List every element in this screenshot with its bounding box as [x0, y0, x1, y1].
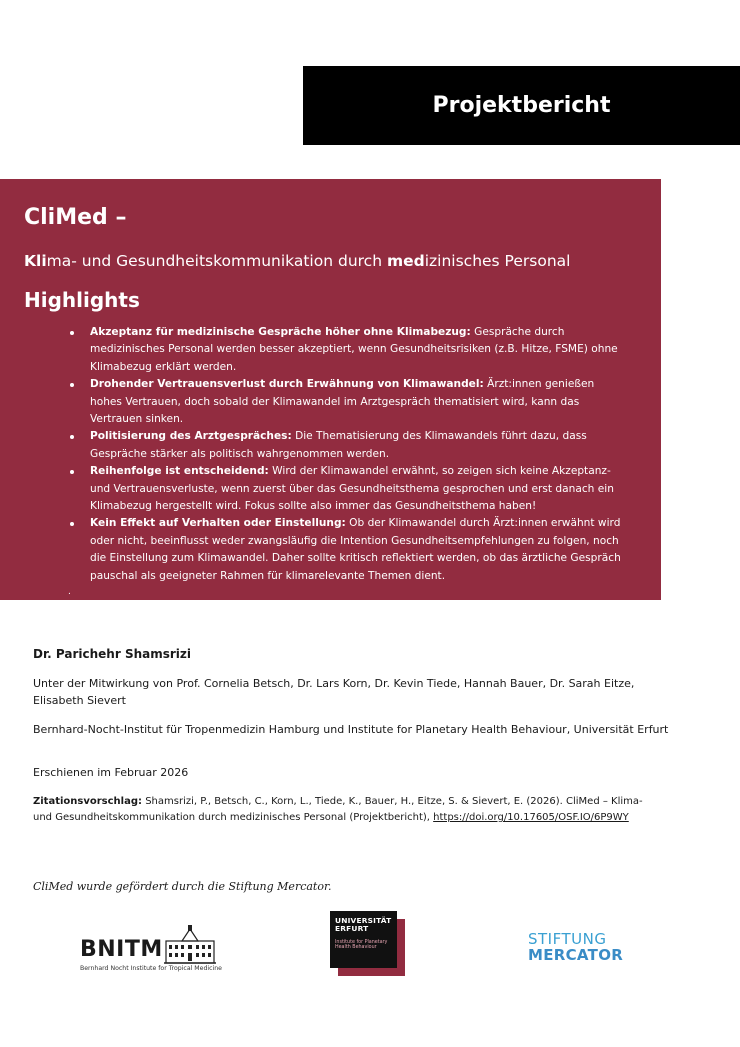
- bnitm-wordmark: BNITM: [80, 937, 163, 962]
- mercator-line-2: MERCATOR: [528, 946, 624, 964]
- highlight-text: Ärzt:innen genießen hohes Vertrauen, doch sobald der Klimawandel im Arztgespräch thematisiert wird, kann das Vertrauen sinken.: [90, 378, 595, 426]
- highlight-title: Akzeptanz für medizinische Gespräche höher ohne Klimabezug:: [90, 326, 471, 338]
- erfurt-line-2: ERFURT: [335, 924, 369, 934]
- mercator-line-1: STIFTUNG: [528, 930, 607, 948]
- institutes-text: Bernhard-Nocht-Institut für Tropenmedizin Hamburg und Institute for Planetary Health Behaviour, Universität Erfurt: [33, 723, 669, 736]
- stray-dot: .: [68, 587, 71, 597]
- highlight-item: [90, 428, 637, 463]
- highlight-item: [90, 515, 637, 585]
- author-name: Dr. Parichehr Shamsrizi: [33, 647, 191, 661]
- contributors-text: Unter der Mitwirkung von Prof. Cornelia Betsch, Dr. Lars Korn, Dr. Kevin Tiede, Hannah Bauer, Dr. Sarah Eitze, Elisabeth Sievert: [33, 677, 635, 707]
- bnitm-subtitle: Bernhard Nocht Institute for Tropical Medicine: [80, 965, 222, 972]
- citation-label: Zitationsvorschlag:: [33, 796, 143, 807]
- project-title: CliMed –: [24, 205, 127, 230]
- highlight-text: Wird der Klimawandel erwähnt, so zeigen sich keine Akzeptanz- und Vertrauensverluste, wenn zuerst über das Gesundheitsthema gesprochen und erst danach ein Klimabezug hergestellt wird. Fokus sollte also immer das Gesundheitsthema haben!: [90, 465, 614, 513]
- highlights-list: [24, 324, 637, 585]
- hero-panel: [0, 179, 661, 600]
- highlights-heading: Highlights: [24, 288, 140, 312]
- highlight-text: Ob der Klimawandel durch Ärzt:innen erwähnt wird oder nicht, beeinflusst weder zwangsläufig die Intention Gesundheitsempfehlungen zu folgen, noch die Einstellung zum Klimawandel. Daher sollte kritisch reflektiert werden, ob das ärztliche Gespräch pauschal als geeigneter Rahmen für klimarelevante Themen dient.: [90, 517, 621, 582]
- erfurt-logo-box: [330, 911, 397, 968]
- highlight-item: [90, 376, 637, 428]
- project-subtitle: [24, 251, 637, 271]
- institute-building-icon: [164, 925, 216, 965]
- erfurt-line-1: UNIVERSITÄT: [335, 916, 392, 925]
- erfurt-sub-1: Institute for Planetary: [335, 939, 388, 945]
- authors-block: [33, 646, 673, 738]
- bnitm-logo: [80, 925, 220, 977]
- report-type-banner: [303, 66, 740, 145]
- report-type-title: Projektbericht: [432, 93, 611, 118]
- stiftung-mercator-logo: [528, 932, 658, 963]
- doi-link[interactable]: https://doi.org/10.17605/OSF.IO/6P9WY: [433, 812, 629, 823]
- uni-erfurt-logo: [330, 911, 406, 977]
- subtitle-bold-med: med: [386, 252, 425, 270]
- citation-text: Shamsrizi, P., Betsch, C., Korn, L., Tiede, K., Bauer, H., Eitze, S. & Sievert, E. (2026). CliMed – Klima- und Gesundheitskommunikation durch medizinisches Personal (Projektbericht),: [33, 796, 643, 823]
- citation-block: [33, 794, 653, 826]
- highlight-text: Gespräche durch medizinisches Personal werden besser akzeptiert, wenn Gesundheitsrisiken (z.B. Hitze, FSME) ohne Klimabezug erklärt werden.: [90, 326, 618, 373]
- highlight-title: Kein Effekt auf Verhalten oder Einstellung:: [90, 517, 346, 530]
- funding-note: CliMed wurde gefördert durch die Stiftung Mercator.: [33, 880, 332, 893]
- highlight-title: Drohender Vertrauensverlust durch Erwähnung von Klimawandel:: [90, 378, 484, 391]
- subtitle-bold-kli: Kli: [24, 252, 47, 270]
- highlight-item: [90, 324, 637, 376]
- erfurt-sub-2: Health Behaviour: [335, 945, 377, 951]
- subtitle-text-2: izinisches Personal: [424, 252, 571, 270]
- highlight-title: Reihenfolge ist entscheidend:: [90, 465, 269, 478]
- publication-date: Erschienen im Februar 2026: [33, 766, 189, 779]
- subtitle-text-1: ma- und Gesundheitskommunikation durch: [46, 252, 387, 270]
- highlight-text: Die Thematisierung des Klimawandels führt dazu, dass Gespräche stärker als politisch wahrgenommen werden.: [90, 430, 587, 460]
- highlight-title: Politisierung des Arztgespräches:: [90, 430, 292, 443]
- highlight-item: [90, 463, 637, 515]
